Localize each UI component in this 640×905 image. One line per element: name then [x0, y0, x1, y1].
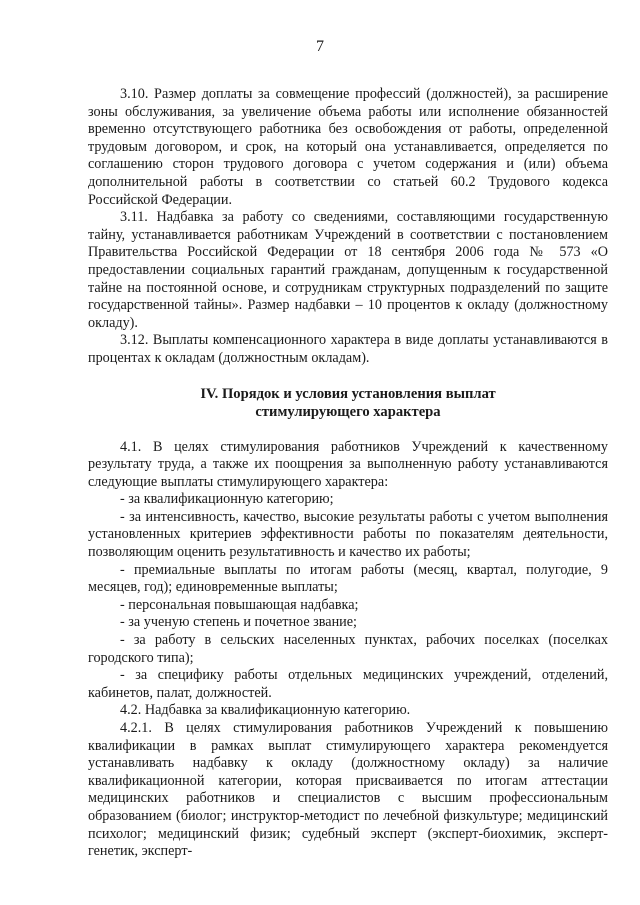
list-item: - за квалификационную категорию;	[120, 491, 334, 508]
document-body	[88, 86, 608, 861]
page-number: 7	[316, 38, 324, 55]
list-item: - персональная повышающая надбавка;	[120, 596, 359, 613]
list-item: - за интенсивность, качество, высокие результаты работы с учетом выполнения установленных критериев эффективности работы по показателям деятельности, позволяющим оценить результативность и качество их работы;	[88, 508, 608, 561]
paragraph-4-2: 4.2. Надбавка за квалификационную категорию.	[120, 702, 411, 719]
paragraph-3-10: 3.10. Размер доплаты за совмещение профессий (должностей), за расширение зоны обслуживания, за увеличение объема работы или исполнение обязанностей временно отсутствующего работника без освобождения от работы, определенной трудовым договором, и срок, на который она устанавливается, определяется по соглашению сторон трудового договора с учетом содержания и (или) объема дополнительной работы в соответствии со статьей 60.2 Трудового кодекса Российской Федерации.	[88, 86, 608, 208]
section-heading-line-2: стимулирующего характера	[255, 403, 441, 420]
list-item: - за работу в сельских населенных пунктах, рабочих поселках (поселках городского типа);	[88, 632, 608, 666]
paragraph-4-1: 4.1. В целях стимулирования работников Учреждений к качественному результату труда, а также их поощрения за выполненную работу устанавливаются следующие выплаты стимулирующего характера:	[88, 438, 608, 490]
paragraph-4-2-1: 4.2.1. В целях стимулирования работников Учреждений к повышению квалификации в рамках выплат стимулирующего характера рекомендуется устанавливать надбавку к окладу (должностному окладу) за наличие квалификационной категории, которая присваивается по итогам аттестации медицинских работников и специалистов с высшим профессиональным образованием (биолог; инструктор-методист по лечебной физкультуре; медицинский психолог; медицинский физик; судебный эксперт (эксперт-биохимик, эксперт-генетик, эксперт-	[88, 720, 608, 860]
list-item: - за ученую степень и почетное звание;	[120, 614, 358, 631]
section-heading-iv	[88, 385, 608, 421]
paragraph-3-11: 3.11. Надбавка за работу со сведениями, составляющими государственную тайну, устанавливается работникам Учреждений в соответствии с постановлением Правительства Российской Федерации от 18 сентября 2006 года № 573 «О предоставлении социальных гарантий гражданам, допущенным к государственной тайне на постоянной основе, и сотрудникам структурных подразделений по защите государственной тайны». Размер надбавки – 10 процентов к окладу (должностному окладу).	[88, 209, 608, 331]
section-heading-line-1: IV. Порядок и условия установления выплат	[200, 385, 496, 402]
list-item: - премиальные выплаты по итогам работы (месяц, квартал, полугодие, 9 месяцев, год); единовременные выплаты;	[88, 561, 608, 596]
list-item: - за специфику работы отдельных медицинских учреждений, отделений, кабинетов, палат, должностей.	[88, 667, 608, 701]
paragraph-3-12: 3.12. Выплаты компенсационного характера в виде доплаты устанавливаются в процентах к окладам (должностным окладам).	[88, 332, 608, 366]
